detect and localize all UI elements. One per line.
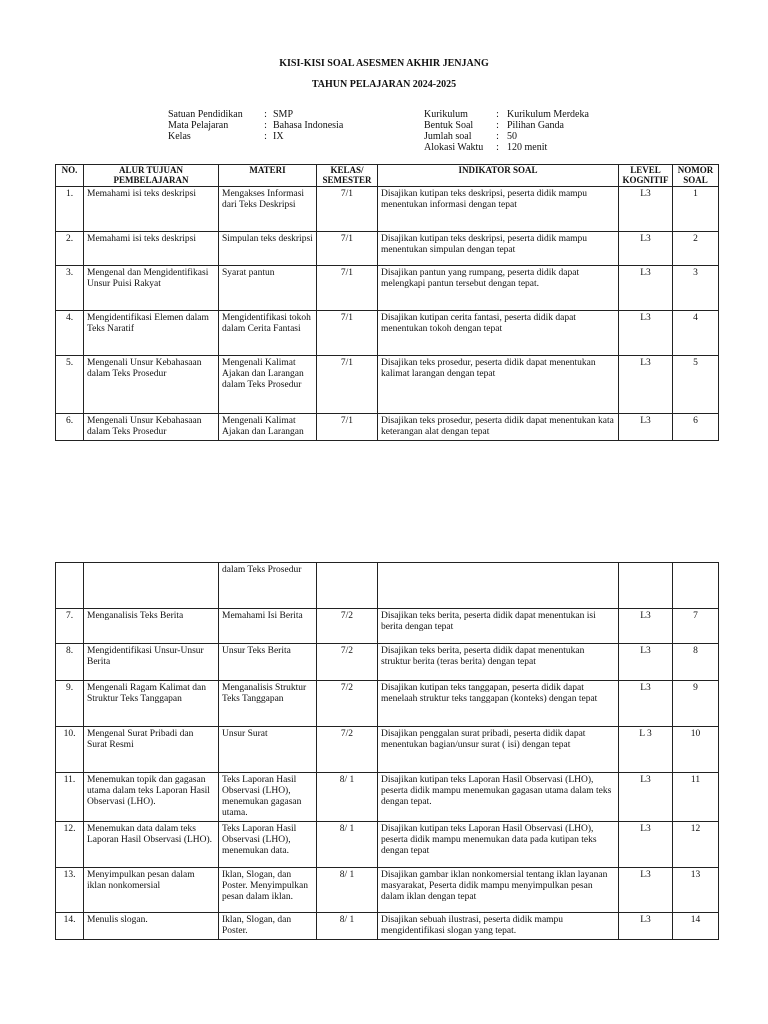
cell-alur-tujuan: Menyimpulkan pesan dalam iklan nonkomersial [84,868,219,913]
meta-value: SMP [273,109,294,120]
cell-materi: Teks Laporan Hasil Observasi (LHO), menemukan data. [219,822,317,868]
meta-value: Kurikulum Merdeka [507,109,589,120]
cell-indikator-soal: Disajikan pantun yang rumpang, peserta didik dapat melengkapi pantun tersebut dengan tepat. [378,266,619,311]
cell-kelas-semester: 7/2 [317,644,378,681]
cell-no: 11. [56,773,84,822]
header-level-kognitif: LEVEL KOGNITIF [619,165,673,187]
cell-kelas-semester: 7/1 [317,232,378,266]
document-subtitle: TAHUN PELAJARAN 2024-2025 [311,79,457,90]
cell-level-kognitif: L3 [619,356,673,414]
cell-alur-tujuan: Memahami isi teks deskripsi [84,187,219,232]
cell-alur-tujuan: Mengenali Unsur Kebahasaan dalam Teks Prosedur [84,356,219,414]
cell-alur-tujuan [84,563,219,609]
meta-row-bentuk-soal [424,120,589,131]
cell-alur-tujuan: Mengenali Unsur Kebahasaan dalam Teks Prosedur [84,414,219,441]
cell-kelas-semester: 7/1 [317,356,378,414]
cell-no: 6. [56,414,84,441]
cell-indikator-soal: Disajikan penggalan surat pribadi, peserta didik dapat menentukan bagian/unsur surat ( isi) dengan tepat [378,727,619,773]
cell-alur-tujuan: Mengenal Surat Pribadi dan Surat Resmi [84,727,219,773]
table-row [56,356,719,414]
table-row [56,681,719,727]
document-title: KISI-KISI SOAL ASESMEN AKHIR JENJANG [279,58,489,69]
meta-label: Satuan Pendidikan [168,109,243,120]
cell-kelas-semester [317,563,378,609]
cell-level-kognitif: L3 [619,868,673,913]
meta-row-kelas [168,131,343,142]
header-nomor-soal: NOMOR SOAL [673,165,719,187]
meta-label: Bentuk Soal [424,120,474,131]
table-row [56,187,719,232]
table-row [56,414,719,441]
meta-colon: : [496,142,499,153]
cell-materi: Syarat pantun [219,266,317,311]
table-body-page-2 [56,563,719,940]
cell-kelas-semester: 7/1 [317,311,378,356]
header-materi: MATERI [219,165,317,187]
cell-alur-tujuan: Menulis slogan. [84,913,219,940]
cell-indikator-soal: Disajikan teks prosedur, peserta didik dapat menentukan kata keterangan alat dengan tepat [378,414,619,441]
cell-materi: Mengenali Kalimat Ajakan dan Larangan [219,414,317,441]
cell-level-kognitif: L3 [619,609,673,644]
meta-colon: : [264,131,267,142]
meta-value: IX [273,131,284,142]
cell-level-kognitif [619,563,673,609]
cell-level-kognitif: L3 [619,414,673,441]
cell-nomor-soal: 5 [673,356,719,414]
cell-no: 8. [56,644,84,681]
cell-nomor-soal: 14 [673,913,719,940]
cell-nomor-soal: 7 [673,609,719,644]
cell-kelas-semester: 8/ 1 [317,773,378,822]
table-row [56,868,719,913]
table-row [56,266,719,311]
header-kelas-semester: KELAS/ SEMESTER [317,165,378,187]
cell-indikator-soal: Disajikan teks prosedur, peserta didik dapat menentukan kalimat larangan dengan tepat [378,356,619,414]
meta-row-jumlah-soal [424,131,589,142]
cell-materi: Iklan, Slogan, dan Poster. Menyimpulkan pesan dalam iklan. [219,868,317,913]
cell-alur-tujuan: Memahami isi teks deskripsi [84,232,219,266]
meta-value: Bahasa Indonesia [273,120,344,131]
cell-indikator-soal: Disajikan teks berita, peserta didik dapat menentukan struktur berita (teras berita) dengan tepat [378,644,619,681]
cell-nomor-soal: 4 [673,311,719,356]
cell-kelas-semester: 7/2 [317,681,378,727]
cell-kelas-semester: 7/2 [317,609,378,644]
cell-nomor-soal: 6 [673,414,719,441]
meta-label: Mata Pelajaran [168,120,229,131]
cell-kelas-semester: 7/1 [317,266,378,311]
cell-materi: Mengidentifikasi tokoh dalam Cerita Fantasi [219,311,317,356]
cell-no: 7. [56,609,84,644]
cell-level-kognitif: L3 [619,187,673,232]
cell-alur-tujuan: Mengenal dan Mengidentifikasi Unsur Puisi Rakyat [84,266,219,311]
meta-value: 120 menit [507,142,548,153]
table-row [56,609,719,644]
cell-nomor-soal [673,563,719,609]
meta-right [424,109,589,153]
cell-nomor-soal: 9 [673,681,719,727]
meta-value: 50 [507,131,517,142]
meta-colon: : [496,131,499,142]
cell-kelas-semester: 8/ 1 [317,822,378,868]
meta-left [168,109,343,142]
cell-indikator-soal [378,563,619,609]
table-body-page-1 [56,187,719,441]
meta-label: Kelas [168,131,191,142]
cell-alur-tujuan: Mengenali Ragam Kalimat dan Struktur Teks Tanggapan [84,681,219,727]
cell-level-kognitif: L3 [619,913,673,940]
cell-materi: Memahami Isi Berita [219,609,317,644]
cell-indikator-soal: Disajikan kutipan teks Laporan Hasil Observasi (LHO), peserta didik mampu menemukan data pada kutipan teks dengan tepat [378,822,619,868]
cell-nomor-soal: 2 [673,232,719,266]
header-no: NO. [56,165,84,187]
cell-nomor-soal: 3 [673,266,719,311]
cell-materi: Mengenali Kalimat Ajakan dan Larangan dalam Teks Prosedur [219,356,317,414]
cell-indikator-soal: Disajikan gambar iklan nonkomersial tentang iklan layanan masyarakat, Peserta didik mampu menyimpulkan pesan dalam iklan dengan tepat [378,868,619,913]
cell-level-kognitif: L3 [619,681,673,727]
cell-materi: Mengakses Informasi dari Teks Deskripsi [219,187,317,232]
cell-level-kognitif: L3 [619,822,673,868]
meta-value: Pilihan Ganda [507,120,564,131]
cell-kelas-semester: 8/ 1 [317,868,378,913]
meta-label: Alokasi Waktu [424,142,484,153]
cell-nomor-soal: 8 [673,644,719,681]
meta-row-satuan [168,109,343,120]
cell-level-kognitif: L 3 [619,727,673,773]
cell-nomor-soal: 13 [673,868,719,913]
cell-nomor-soal: 11 [673,773,719,822]
cell-no: 10. [56,727,84,773]
cell-no: 4. [56,311,84,356]
table-row [56,727,719,773]
cell-materi: dalam Teks Prosedur [219,563,317,609]
kisi-kisi-table-page-2 [55,562,719,940]
cell-no [56,563,84,609]
meta-colon: : [496,120,499,131]
cell-kelas-semester: 7/1 [317,187,378,232]
cell-no: 12. [56,822,84,868]
header-alur-tujuan: ALUR TUJUAN PEMBELAJARAN [84,165,219,187]
cell-alur-tujuan: Mengidentifikasi Unsur-Unsur Berita [84,644,219,681]
cell-kelas-semester: 7/1 [317,414,378,441]
cell-materi: Iklan, Slogan, dan Poster. [219,913,317,940]
cell-alur-tujuan: Menemukan topik dan gagasan utama dalam teks Laporan Hasil Observasi (LHO). [84,773,219,822]
cell-no: 14. [56,913,84,940]
table-row [56,822,719,868]
meta-label: Kurikulum [424,109,468,120]
cell-no: 13. [56,868,84,913]
table-row [56,232,719,266]
cell-level-kognitif: L3 [619,266,673,311]
cell-no: 9. [56,681,84,727]
cell-materi: Simpulan teks deskripsi [219,232,317,266]
table-row [56,644,719,681]
cell-indikator-soal: Disajikan kutipan teks Laporan Hasil Observasi (LHO), peserta didik mampu menemukan gagasan utama dalam teks dengan tepat. [378,773,619,822]
kisi-kisi-table-page-1 [55,164,719,441]
meta-row-alokasi-waktu [424,142,589,153]
cell-nomor-soal: 1 [673,187,719,232]
cell-level-kognitif: L3 [619,773,673,822]
cell-alur-tujuan: Mengidentifikasi Elemen dalam Teks Naratif [84,311,219,356]
table-header-row [56,165,719,187]
meta-row-kurikulum [424,109,589,120]
cell-indikator-soal: Disajikan kutipan cerita fantasi, peserta didik dapat menentukan tokoh dengan tepat [378,311,619,356]
cell-materi: Unsur Surat [219,727,317,773]
cell-kelas-semester: 8/ 1 [317,913,378,940]
meta-row-mapel [168,120,343,131]
cell-materi: Menganalisis Struktur Teks Tanggapan [219,681,317,727]
meta-label: Jumlah soal [424,131,472,142]
cell-indikator-soal: Disajikan kutipan teks tanggapan, peserta didik dapat menelaah struktur teks tanggapan (konteks) dengan tepat [378,681,619,727]
table-row [56,773,719,822]
cell-indikator-soal: Disajikan sebuah ilustrasi, peserta didik mampu mengidentifikasi slogan yang tepat. [378,913,619,940]
cell-kelas-semester: 7/2 [317,727,378,773]
table-row [56,311,719,356]
cell-indikator-soal: Disajikan teks berita, peserta didik dapat menentukan isi berita dengan tepat [378,609,619,644]
meta-colon: : [264,109,267,120]
cell-no: 3. [56,266,84,311]
cell-indikator-soal: Disajikan kutipan teks deskripsi, peserta didik mampu menentukan informasi dengan tepat [378,187,619,232]
cell-materi: Teks Laporan Hasil Observasi (LHO), menemukan gagasan utama. [219,773,317,822]
meta-colon: : [264,120,267,131]
cell-indikator-soal: Disajikan kutipan teks deskripsi, peserta didik mampu menentukan simpulan dengan tepat [378,232,619,266]
cell-level-kognitif: L3 [619,232,673,266]
cell-materi: Unsur Teks Berita [219,644,317,681]
header-indikator-soal: INDIKATOR SOAL [378,165,619,187]
cell-nomor-soal: 10 [673,727,719,773]
table-row [56,913,719,940]
cell-no: 2. [56,232,84,266]
cell-no: 1. [56,187,84,232]
meta-colon: : [496,109,499,120]
cell-nomor-soal: 12 [673,822,719,868]
cell-level-kognitif: L3 [619,644,673,681]
cell-level-kognitif: L3 [619,311,673,356]
cell-alur-tujuan: Menganalisis Teks Berita [84,609,219,644]
table-row [56,563,719,609]
cell-no: 5. [56,356,84,414]
cell-alur-tujuan: Menemukan data dalam teks Laporan Hasil Observasi (LHO). [84,822,219,868]
